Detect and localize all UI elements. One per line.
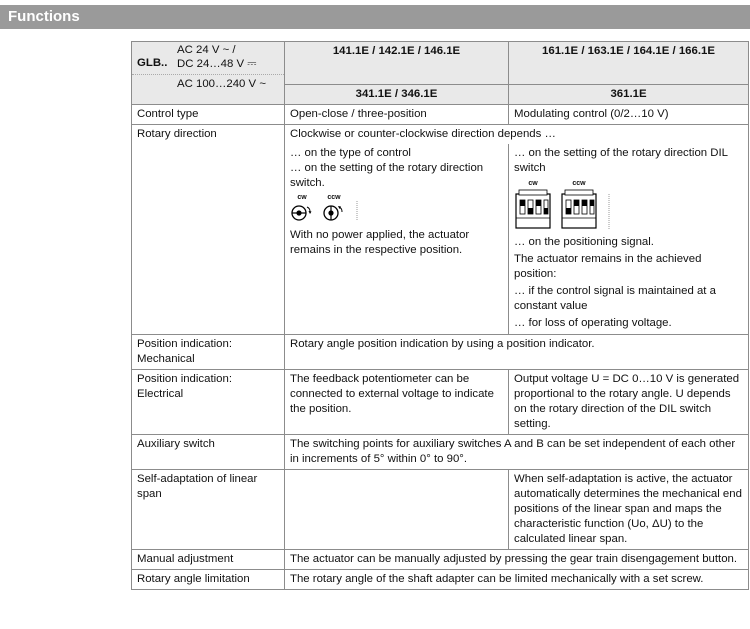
models-group-a-2: 341.1E / 346.1E: [285, 85, 509, 105]
row-manual-adjustment: [132, 550, 749, 570]
models-group-b-2: 361.1E: [509, 85, 749, 105]
row-label: Control type: [132, 105, 285, 125]
row-control-type: [132, 105, 749, 125]
dil-switch-ccw-icon: [560, 188, 598, 232]
row-self-adaptation: [132, 470, 749, 550]
voltage-line-3: AC 100…240 V ~: [177, 78, 266, 90]
row-label: Position indication: Electrical: [132, 370, 285, 435]
voltage-line-1: AC 24 V ~ /: [177, 43, 236, 56]
row-label: Rotary angle limitation: [132, 570, 285, 590]
figure-code-mark: [606, 192, 612, 232]
glb-label: GLB..: [137, 57, 168, 69]
functions-table: [131, 41, 749, 590]
glb-voltage-cell: [132, 42, 285, 105]
row-label: Position indication: Mechanical: [132, 335, 285, 370]
text: … on the type of control: [290, 147, 411, 159]
cw-label: cw: [528, 180, 538, 187]
row-label: Rotary direction: [132, 125, 285, 335]
row-label: Self-adaptation of linear span: [132, 470, 285, 550]
header-row-1: [132, 42, 749, 85]
ccw-label: ccw: [572, 180, 586, 187]
row-label: Auxiliary switch: [132, 435, 285, 470]
cell-a: The feedback potentiometer can be connected to external voltage to indicate the position.: [285, 370, 509, 435]
dil-switch-symbols: [514, 180, 743, 232]
ccw-label: ccw: [327, 194, 341, 201]
text: The actuator remains in the achieved position:: [514, 253, 702, 280]
cell-common: Clockwise or counter-clockwise direction depends …: [285, 125, 749, 145]
text: … if the control signal is maintained at a constant value: [514, 285, 716, 312]
text: … on the positioning signal.: [514, 236, 654, 248]
models-group-a-1: 141.1E / 142.1E / 146.1E: [285, 42, 509, 85]
row-auxiliary-switch: [132, 435, 749, 470]
row-rotary-direction: [132, 125, 749, 145]
cell-a: [285, 470, 509, 550]
cell-common: The rotary angle of the shaft adapter can be limited mechanically with a set screw.: [285, 570, 749, 590]
text: … on the setting of the rotary direction switch.: [290, 162, 484, 189]
text: … on the setting of the rotary direction DIL switch: [514, 147, 728, 174]
switch-ccw-icon: [322, 202, 346, 222]
row-position-electrical: [132, 370, 749, 435]
switch-cw-icon: [290, 202, 314, 222]
voltage-line-2: DC 24…48 V ⎓: [177, 57, 257, 70]
row-position-mechanical: [132, 335, 749, 370]
models-group-b-1: 161.1E / 163.1E / 164.1E / 166.1E: [509, 42, 749, 85]
dil-switch-cw-icon: [514, 188, 552, 232]
section-title: Functions: [8, 8, 80, 25]
text: With no power applied, the actuator remains in the respective position.: [290, 229, 470, 256]
cell-b: Output voltage U = DC 0…10 V is generated proportional to the rotary angle. U depends on the rotary direction of the DIL switch setting.: [509, 370, 749, 435]
cell-common: Rotary angle position indication by using a position indicator.: [285, 335, 749, 370]
cell-b: When self-adaptation is active, the actuator automatically determines the mechanical end positions of the linear span and maps the characteristic function (Uo, ΔU) to the calculated linear span.: [509, 470, 749, 550]
cell-b: [509, 144, 749, 335]
cell-a: [285, 144, 509, 335]
cw-label: cw: [297, 194, 307, 201]
cell-common: The switching points for auxiliary switches A and B can be set independent of each other in increments of 5° within 0° to 90°.: [285, 435, 749, 470]
row-label: Manual adjustment: [132, 550, 285, 570]
text: … for loss of operating voltage.: [514, 317, 672, 329]
section-header: [0, 5, 750, 29]
figure-code-mark: [354, 200, 360, 222]
row-rotary-angle-limitation: [132, 570, 749, 590]
cell-b: Modulating control (0/2…10 V): [509, 105, 749, 125]
cell-a: Open-close / three-position: [285, 105, 509, 125]
cell-common: The actuator can be manually adjusted by pressing the gear train disengagement button.: [285, 550, 749, 570]
direction-switch-symbols: [290, 194, 503, 222]
